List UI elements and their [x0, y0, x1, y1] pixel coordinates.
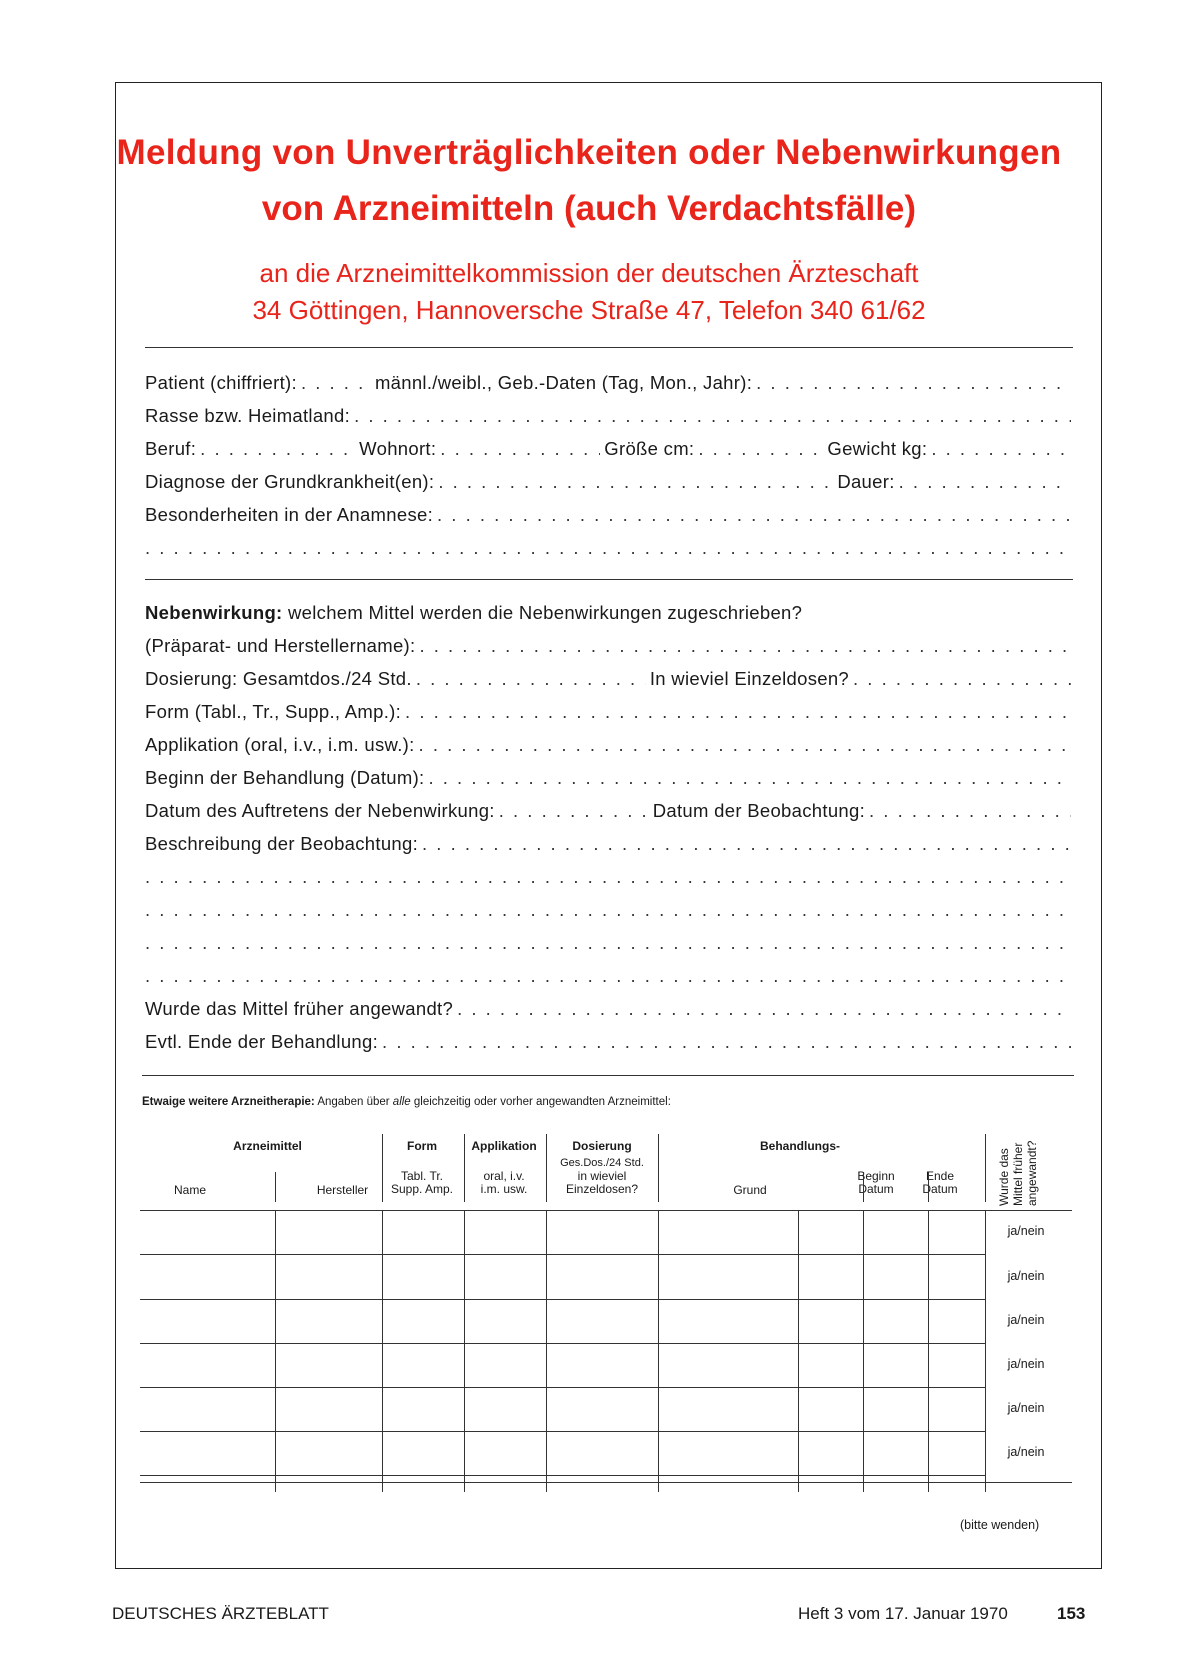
grid-line [546, 1210, 547, 1492]
divider [145, 347, 1073, 348]
col-form-sub1: Tabl. Tr. [400, 1169, 444, 1183]
table-header-rule [140, 1210, 1072, 1211]
grid-line [382, 1210, 383, 1492]
table-row-rule [140, 1431, 985, 1432]
grid-line [798, 1210, 799, 1492]
col-arzneimittel: Arzneimittel [233, 1139, 302, 1153]
ja-nein-option[interactable]: ja/nein [1007, 1313, 1045, 1327]
grid-line [464, 1134, 465, 1202]
ja-nein-option[interactable]: ja/nein [1007, 1357, 1045, 1371]
table-row-rule [140, 1254, 985, 1255]
grid-line [658, 1210, 659, 1492]
page-number: 153 [1057, 1604, 1086, 1623]
field-preparation[interactable]: (Präparat- und Herstellername): . . . [145, 635, 1075, 669]
table-bottom-rule [140, 1482, 1072, 1483]
effect-heading: Nebenwirkung: welchem Mittel werden die Nebenwirkungen zugeschrieben? [145, 602, 803, 623]
col-hersteller: Hersteller [316, 1183, 369, 1197]
field-dosage[interactable]: Dosierung: Gesamtdos./24 Std. . . . In wieviel Einzeldosen? . . . [145, 668, 1075, 702]
col-beginn-datum: Datum [858, 1182, 894, 1196]
grid-line [275, 1172, 276, 1202]
address-line1: an die Arzneimittelkommission der deutschen Ärzteschaft [259, 258, 919, 288]
field-start[interactable]: Beginn der Behandlung (Datum): . . . [145, 767, 1075, 801]
col-grund: Grund [733, 1183, 767, 1197]
ja-nein-option[interactable]: ja/nein [1007, 1445, 1045, 1459]
form-title-line2: von Arzneimitteln (auch Verdachtsfälle) [261, 189, 917, 228]
col-application-sub2: i.m. usw. [480, 1182, 528, 1196]
table-row-rule [140, 1387, 985, 1388]
field-occurrence[interactable]: Datum des Auftretens der Nebenwirkung: . . . Datum der Beobachtung: . . . [145, 800, 1075, 834]
field-race[interactable]: Rasse bzw. Heimatland: . . . [145, 405, 1075, 439]
col-ende-datum: Datum [922, 1182, 958, 1196]
col-treatment: Behandlungs- [760, 1139, 840, 1153]
col-application-sub1: oral, i.v. [483, 1169, 525, 1183]
grid-line [658, 1134, 659, 1202]
grid-line [928, 1172, 929, 1202]
grid-line [546, 1134, 547, 1202]
table-row-rule [140, 1343, 985, 1344]
grid-line [928, 1210, 929, 1492]
therapy-note: Etwaige weitere Arzneitherapie: Angaben über alle gleichzeitig oder vorher angewandten Arzneimittel: [142, 1096, 671, 1108]
grid-line [985, 1134, 986, 1202]
col-dosage-sub2: in wieviel [577, 1169, 627, 1183]
col-dosage: Dosierung [572, 1139, 632, 1153]
field-description-cont3[interactable] [145, 932, 1075, 966]
field-description-cont4[interactable] [145, 965, 1075, 999]
col-form: Form [407, 1139, 437, 1153]
field-history-cont[interactable] [145, 537, 1075, 571]
grid-line [863, 1210, 864, 1492]
field-description-cont1[interactable] [145, 866, 1075, 900]
field-form[interactable]: Form (Tabl., Tr., Supp., Amp.): . . . [145, 701, 1075, 735]
field-diagnosis[interactable]: Diagnose der Grundkrankheit(en): . . . Dauer: . . . [145, 471, 1075, 505]
col-dosage-sub1: Ges.Dos./24 Std. [560, 1157, 644, 1169]
col-used-before-1: Wurde das [997, 1148, 1011, 1206]
grid-line [382, 1134, 383, 1202]
col-application: Applikation [471, 1139, 537, 1153]
field-history[interactable]: Besonderheiten in der Anamnese: . . . [145, 504, 1075, 538]
field-patient[interactable]: Patient (chiffriert): . . . männl./weibl., Geb.-Daten (Tag, Mon., Jahr): . . . [145, 372, 1075, 406]
field-job-residence[interactable]: Beruf: . . . Wohnort: . . . Größe cm: . . . Gewicht kg: . . . [145, 438, 1075, 472]
field-application[interactable]: Applikation (oral, i.v., i.m. usw.): . . . [145, 734, 1075, 768]
footer-issue: Heft 3 vom 17. Januar 1970 [798, 1604, 1008, 1623]
field-end[interactable]: Evtl. Ende der Behandlung: . . . [145, 1031, 1075, 1065]
form-title-line1: Meldung von Unverträglichkeiten oder Nebenwirkungen [116, 133, 1062, 172]
col-used-before-3: angewandt? [1025, 1140, 1039, 1206]
divider [142, 1075, 1074, 1076]
grid-line [464, 1210, 465, 1492]
col-form-sub2: Supp. Amp. [390, 1182, 454, 1196]
field-description-cont2[interactable] [145, 899, 1075, 933]
table-row-rule [140, 1475, 985, 1476]
col-beginn: Beginn [857, 1169, 895, 1183]
table-row-rule [140, 1299, 985, 1300]
col-ende: Ende [925, 1169, 955, 1183]
grid-line [985, 1210, 986, 1492]
field-description[interactable]: Beschreibung der Beobachtung: . . . [145, 833, 1075, 867]
ja-nein-option[interactable]: ja/nein [1007, 1224, 1045, 1238]
footer-publication: DEUTSCHES ÄRZTEBLATT [112, 1604, 329, 1623]
col-used-before-2: Mittel früher [1011, 1142, 1025, 1206]
divider [145, 579, 1073, 580]
col-dosage-sub3: Einzeldosen? [565, 1182, 639, 1196]
grid-line [275, 1210, 276, 1492]
address-line2: 34 Göttingen, Hannoversche Straße 47, Telefon 340 61/62 [252, 295, 926, 325]
grid-line [863, 1172, 864, 1202]
field-used-before[interactable]: Wurde das Mittel früher angewandt? . . . [145, 998, 1075, 1032]
ja-nein-option[interactable]: ja/nein [1007, 1269, 1045, 1283]
turn-page-note: (bitte wenden) [960, 1518, 1040, 1532]
ja-nein-option[interactable]: ja/nein [1007, 1401, 1045, 1415]
col-name: Name [173, 1183, 206, 1197]
